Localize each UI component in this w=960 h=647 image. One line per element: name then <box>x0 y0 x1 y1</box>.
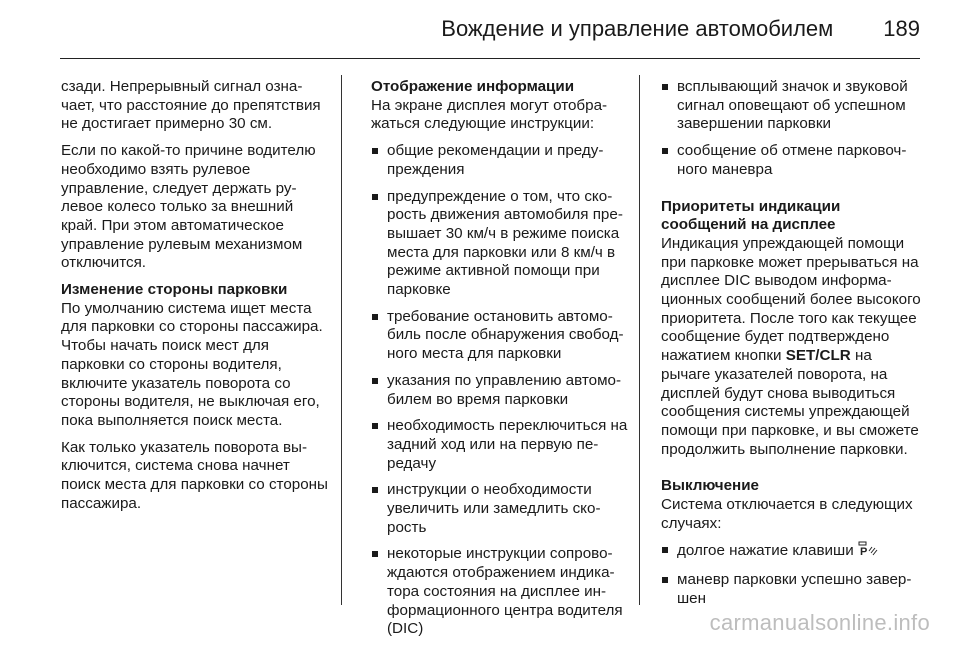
list-item-text: указания по управлению автомобилем во время парковки <box>387 371 622 408</box>
bullet-icon <box>372 487 378 493</box>
list-item <box>371 481 629 537</box>
list-item-text: необходимость переключиться на задний ход или на первую передачу <box>387 417 628 472</box>
list-item <box>661 142 923 179</box>
paragraph-text: Индикация упреждающей помощи при парковке может прерываться на дисплее DIC выводом информационных сообщений более высокого приоритета. После того как текущее сообщение будет подтверждено нажатием кнопки <box>661 234 921 365</box>
list-item-text: некоторые инструкции сопровождаются отображением индикатора состояния на дисплее информационного центра водителя (DIC) <box>387 545 623 638</box>
bullet-icon <box>662 577 668 583</box>
bullet-list <box>661 78 923 180</box>
header-rule <box>60 58 920 59</box>
paragraph-text: на рычаге указателей поворота, на дисплей будут снова выводиться сообщения системы упреждающей помощи при парковке, и вы сможете продолжить выполнение парковки. <box>661 347 919 458</box>
list-item-text: сообщение об отмене парковочного маневра <box>677 142 907 178</box>
set-clr-button-name: SET/CLR <box>785 347 851 365</box>
bullet-icon <box>372 378 378 384</box>
header-title: Вождение и управление автомобилем <box>441 16 834 41</box>
bullet-icon <box>662 84 668 90</box>
list-item <box>371 417 629 473</box>
list-item <box>661 571 923 608</box>
section-heading-change-side: Изменение стороны парковки <box>61 281 288 299</box>
section-heading-off: Выключение <box>661 477 759 495</box>
section-heading-display-info: Отображение информации <box>371 78 575 95</box>
bullet-icon <box>372 148 378 154</box>
column-divider-2 <box>639 75 640 605</box>
column-3 <box>661 78 923 617</box>
bullet-list <box>661 541 923 608</box>
list-item-text: долгое нажатие клавиши <box>677 542 854 560</box>
bullet-icon <box>372 423 378 429</box>
paragraph: Как только указатель поворота выключится, система снова начнет поиск места для парковки со стороны пассажира. <box>61 438 328 512</box>
list-item <box>661 78 923 134</box>
bullet-icon <box>662 547 668 553</box>
page-header <box>60 14 920 44</box>
bullet-icon <box>662 148 668 154</box>
list-item-text: требование остановить автомобиль после обнаружения свободного места для парковки <box>387 307 624 363</box>
column-divider-1 <box>341 75 342 605</box>
list-item <box>371 372 629 409</box>
bullet-icon <box>372 551 378 557</box>
bullet-list <box>371 142 629 639</box>
bullet-icon <box>372 194 378 200</box>
list-item-text: всплывающий значок и звуковой сигнал оповещают об успешном завершении парковки <box>677 78 908 133</box>
paragraph: сзади. Непрерывный сигнал означает, что расстояние до препятствия не достигает примерно 30 см. <box>61 78 321 133</box>
svg-text:P: P <box>859 546 868 558</box>
page-number: 189 <box>883 16 920 41</box>
paragraph <box>661 235 923 459</box>
paragraph: Если по какой-то причине водителю необходимо взять рулевое управление, следует держать рулевое колесо только за внешний край. При этом автоматическое управление рулевым механизмом отключится. <box>61 142 316 272</box>
parking-assist-key-icon <box>858 541 878 563</box>
section-heading-priority: Приоритеты индикации сообщений на дисплее <box>661 197 841 234</box>
list-item-text: общие рекомендации и предупреждения <box>387 142 604 178</box>
list-item-text: предупреждение о том, что скорость движения автомобиля превышает 30 км/ч в режиме поиска места для парковки или 8 км/ч в режиме активной помощи при парковке <box>387 187 623 299</box>
watermark: carmanualsonline.info <box>709 610 930 635</box>
list-item <box>371 308 629 364</box>
column-1 <box>61 78 329 521</box>
list-item-text: инструкции о необходимости увеличить или замедлить скорость <box>387 481 601 536</box>
column-2 <box>371 78 629 647</box>
list-item <box>661 541 923 563</box>
list-item-text: маневр парковки успешно завершен <box>677 571 912 607</box>
paragraph: Система отключается в следующих случаях: <box>661 496 913 532</box>
paragraph: По умолчанию система ищет места для парковки со стороны пассажира. Чтобы начать поиск мест для парковки со стороны водителя, включите указатель поворота со стороны водителя, не выключая его, пока выполняется поиск места. <box>61 299 323 429</box>
paragraph: На экране дисплея могут отображаться следующие инструкции: <box>371 96 608 133</box>
bullet-icon <box>372 314 378 320</box>
list-item <box>371 142 629 179</box>
list-item <box>371 188 629 300</box>
list-item <box>371 545 629 639</box>
